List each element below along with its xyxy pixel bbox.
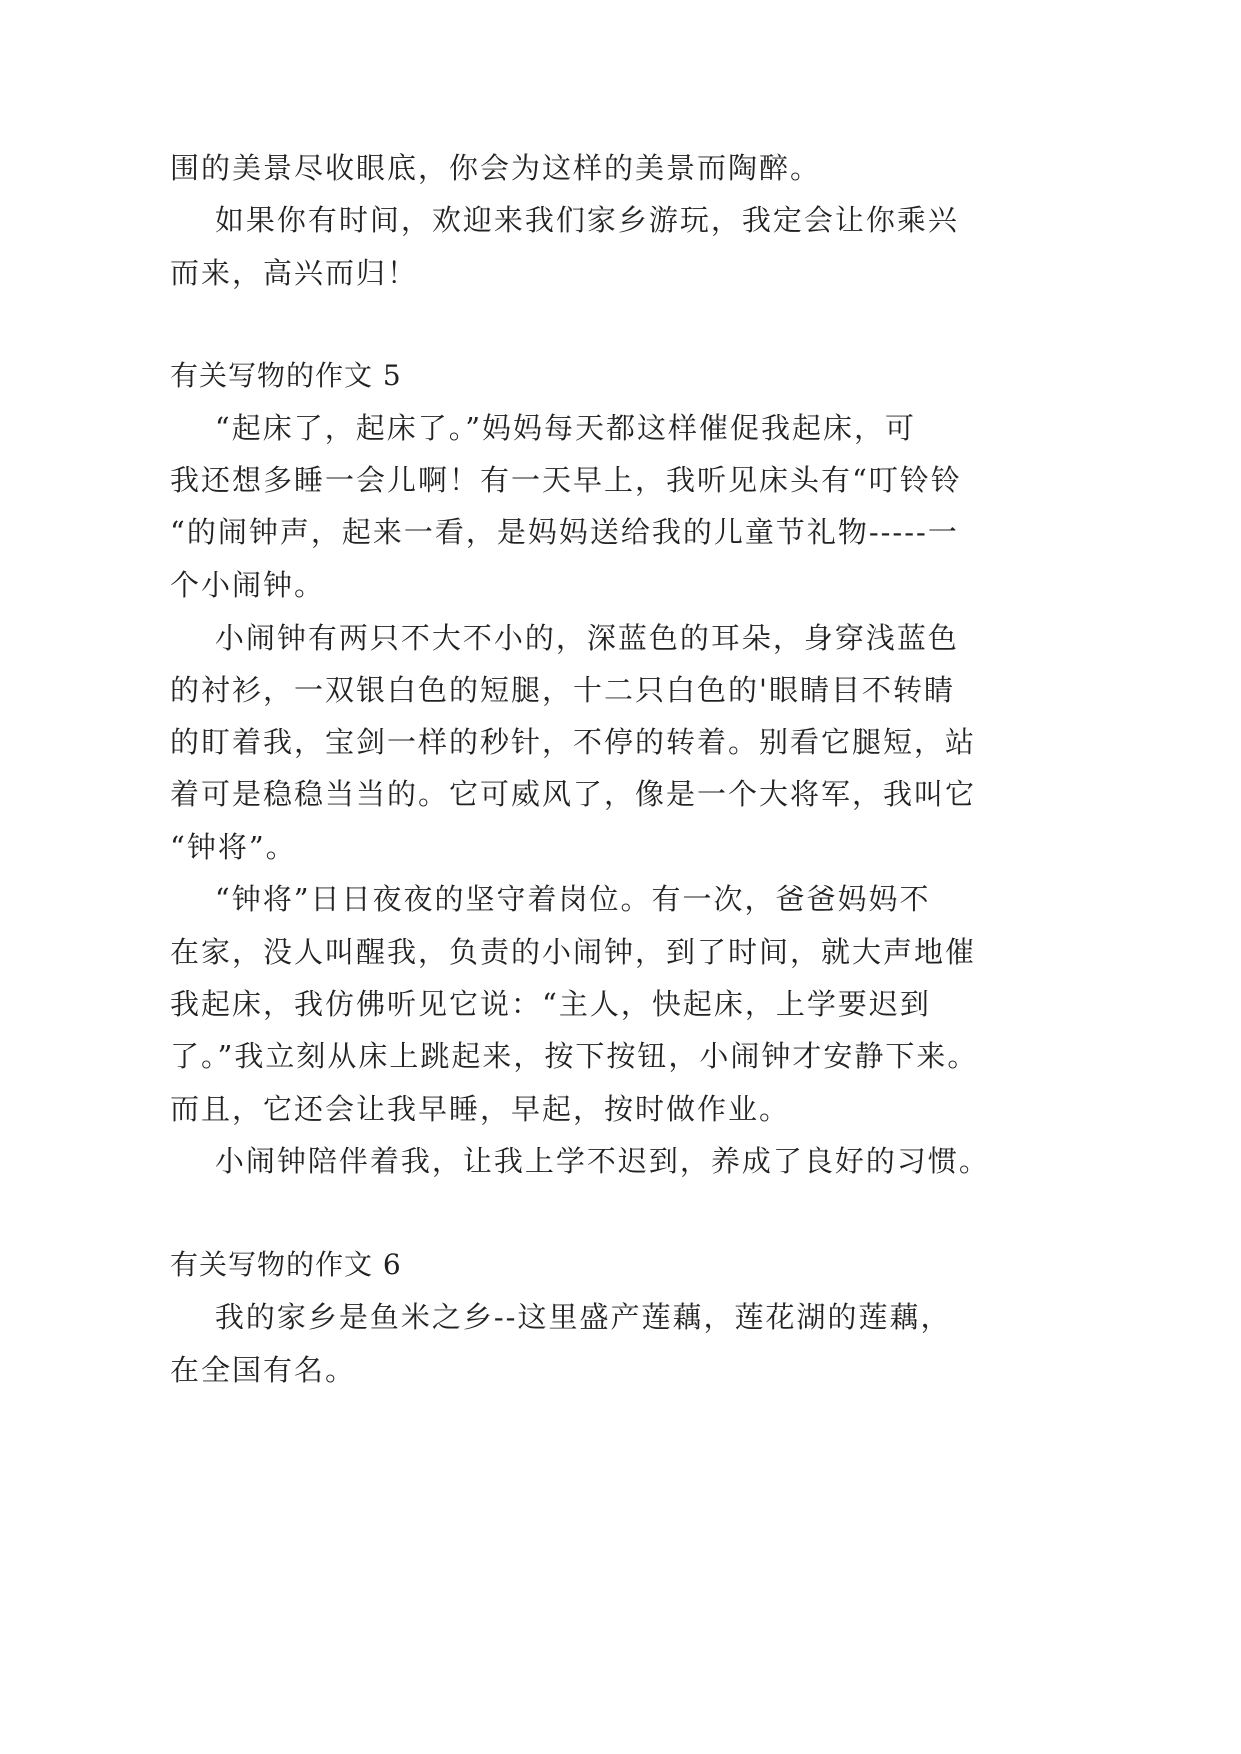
text-line: 而且，它还会让我早睡，早起，按时做作业。: [170, 1092, 791, 1126]
text-line: “起床了，起床了。”妈妈每天都这样催促我起床，可: [170, 411, 917, 445]
text-line: 我的家乡是鱼米之乡--这里盛产莲藕，莲花湖的莲藕，: [170, 1300, 952, 1334]
text-line: 我还想多睡一会儿啊！有一天早上，我听见床头有“叮铃铃: [170, 463, 962, 497]
text-line: “的闹钟声，起来一看，是妈妈送给我的儿童节礼物-----一: [170, 515, 959, 549]
text-line: “钟将”。: [170, 830, 297, 864]
text-line: 我起床，我仿佛听见它说：“主人，快起床，上学要迟到: [170, 987, 931, 1021]
text-line: 而来，高兴而归！: [170, 256, 419, 290]
text-line: 了。”我立刻从床上跳起来，按下按钮，小闹钟才安静下来。: [170, 1039, 979, 1073]
text-line: 在家，没人叫醒我，负责的小闹钟，到了时间，就大声地催: [170, 935, 977, 969]
text-line: “钟将”日日夜夜的坚守着岗位。有一次，爸爸妈妈不: [170, 882, 931, 916]
text-line: 如果你有时间，欢迎来我们家乡游玩，我定会让你乘兴: [170, 203, 959, 237]
section-heading: 有关写物的作文 6: [170, 1248, 402, 1281]
text-line: 个小闹钟。: [170, 568, 326, 602]
text-line: 小闹钟有两只不大不小的，深蓝色的耳朵，身穿浅蓝色: [170, 621, 959, 655]
text-line: 着可是稳稳当当的。它可威风了，像是一个大将军，我叫它: [170, 777, 977, 811]
text-line: 围的美景尽收眼底，你会为这样的美景而陶醉。: [170, 151, 822, 185]
text-line: 小闹钟陪伴着我，让我上学不迟到，养成了良好的习惯。: [170, 1144, 990, 1178]
text-line: 在全国有名。: [170, 1353, 357, 1387]
text-line: 的盯着我，宝剑一样的秒针，不停的转着。别看它腿短，站: [170, 725, 977, 759]
text-line: 的衬衫，一双银白色的短腿，十二只白色的'眼睛目不转睛: [170, 673, 955, 707]
section-heading: 有关写物的作文 5: [170, 359, 402, 392]
